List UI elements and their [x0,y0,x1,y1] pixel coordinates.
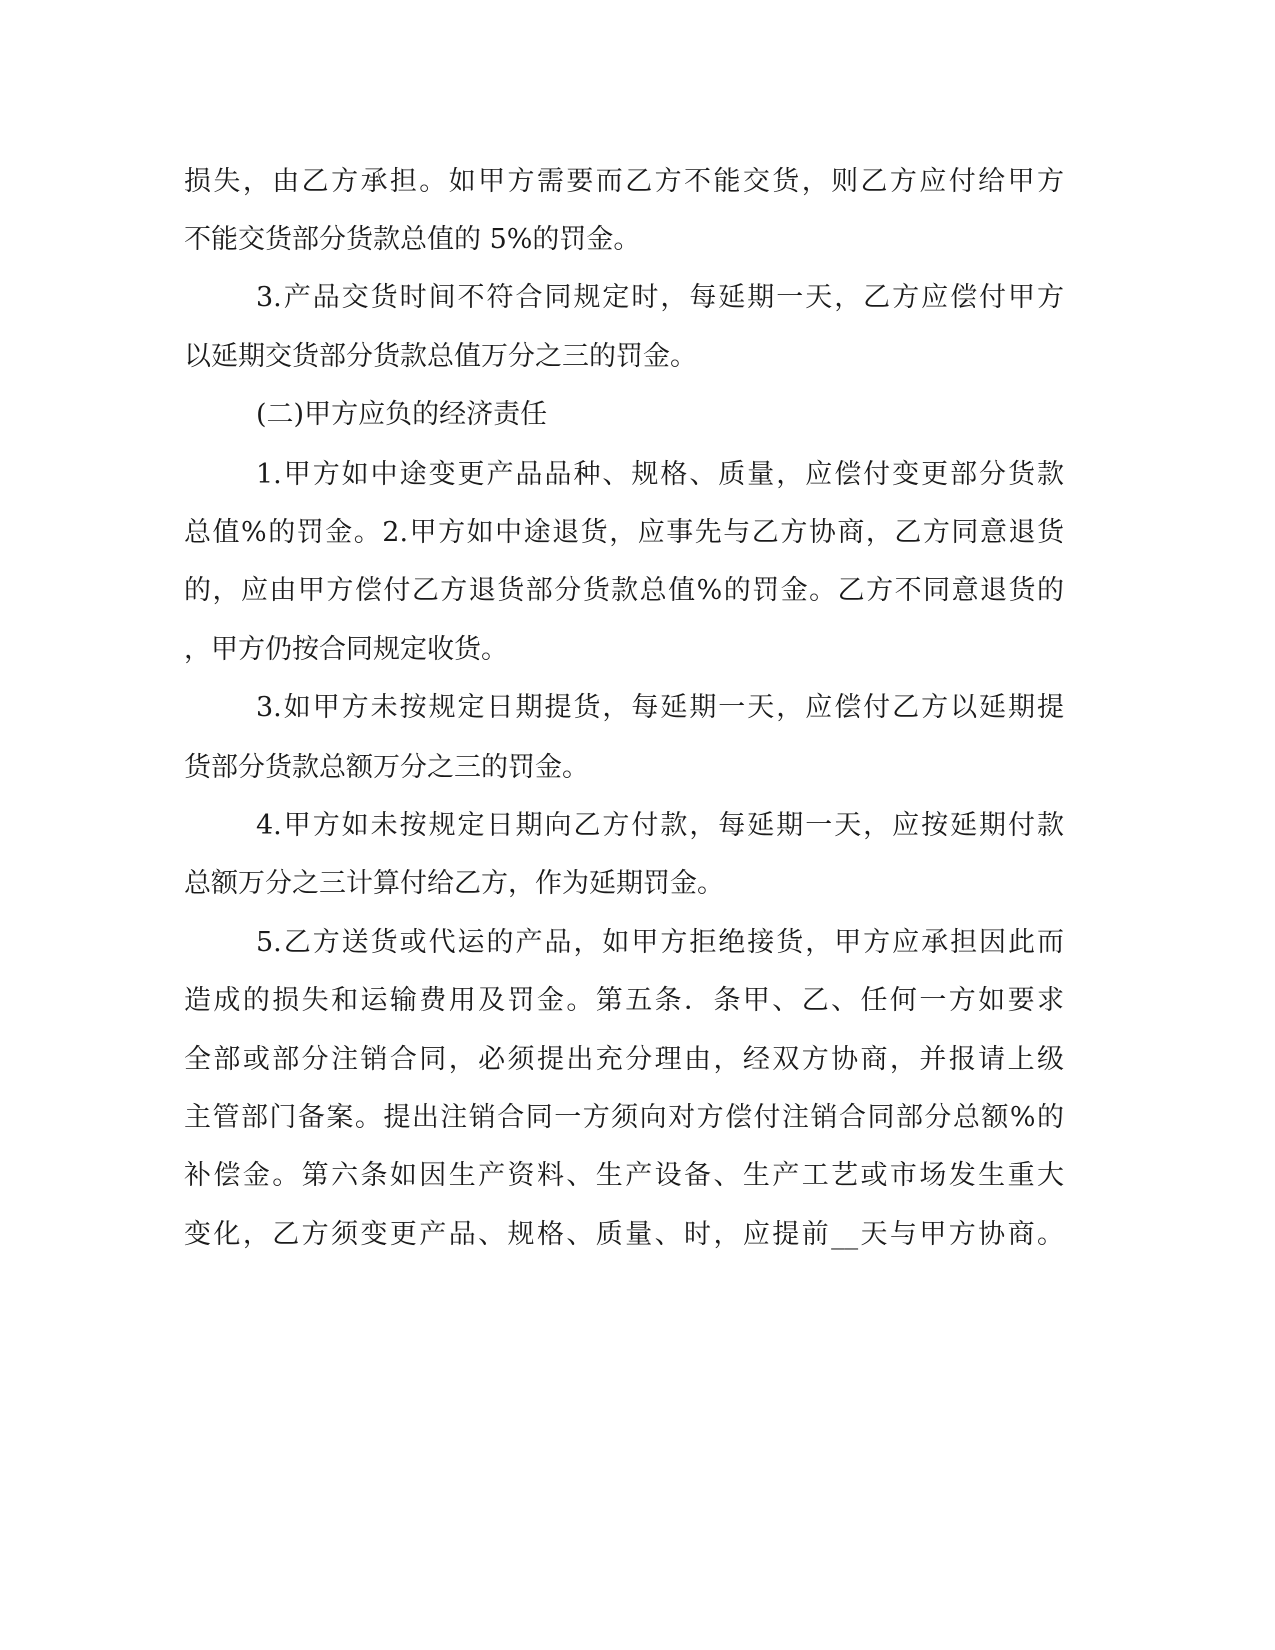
text-line: 总值%的罚金。2.甲方如中途退货，应事先与乙方协商，乙方同意退货 [184,517,1064,548]
text-line: 货部分货款总额万分之三的罚金。 [184,752,589,783]
section-heading: (二)甲方应负的经济责任 [256,399,548,430]
text-line: 变化，乙方须变更产品、规格、质量、时，应提前__天与甲方协商。 [184,1219,1064,1250]
text-line: ，甲方仍按合同规定收货。 [184,634,508,665]
text-line: 补偿金。第六条如因生产资料、生产设备、生产工艺或市场发生重大 [184,1160,1064,1191]
text-line: 的，应由甲方偿付乙方退货部分货款总值%的罚金。乙方不同意退货的 [184,575,1064,606]
text-line: 损失，由乙方承担。如甲方需要而乙方不能交货，则乙方应付给甲方 [184,166,1064,197]
text-line: 全部或部分注销合同，必须提出充分理由，经双方协商，并报请上级 [184,1044,1064,1075]
text-line: 总额万分之三计算付给乙方，作为延期罚金。 [184,868,724,899]
text-line: 3.产品交货时间不符合同规定时，每延期一天，乙方应偿付甲方 [256,282,1064,313]
text-line: 4.甲方如未按规定日期向乙方付款，每延期一天，应按延期付款 [256,810,1064,841]
text-line: 3.如甲方未按规定日期提货，每延期一天，应偿付乙方以延期提 [256,692,1064,723]
text-line: 不能交货部分货款总值的 5%的罚金。 [184,224,641,255]
text-line: 1.甲方如中途变更产品品种、规格、质量，应偿付变更部分货款 [256,459,1064,490]
text-line: 造成的损失和运输费用及罚金。第五条．条甲、乙、任何一方如要求 [184,985,1064,1016]
text-line: 5.乙方送货或代运的产品，如甲方拒绝接货，甲方应承担因此而 [256,927,1064,958]
text-line: 以延期交货部分货款总值万分之三的罚金。 [184,341,697,372]
text-line: 主管部门备案。提出注销合同一方须向对方偿付注销合同部分总额%的 [184,1102,1064,1133]
